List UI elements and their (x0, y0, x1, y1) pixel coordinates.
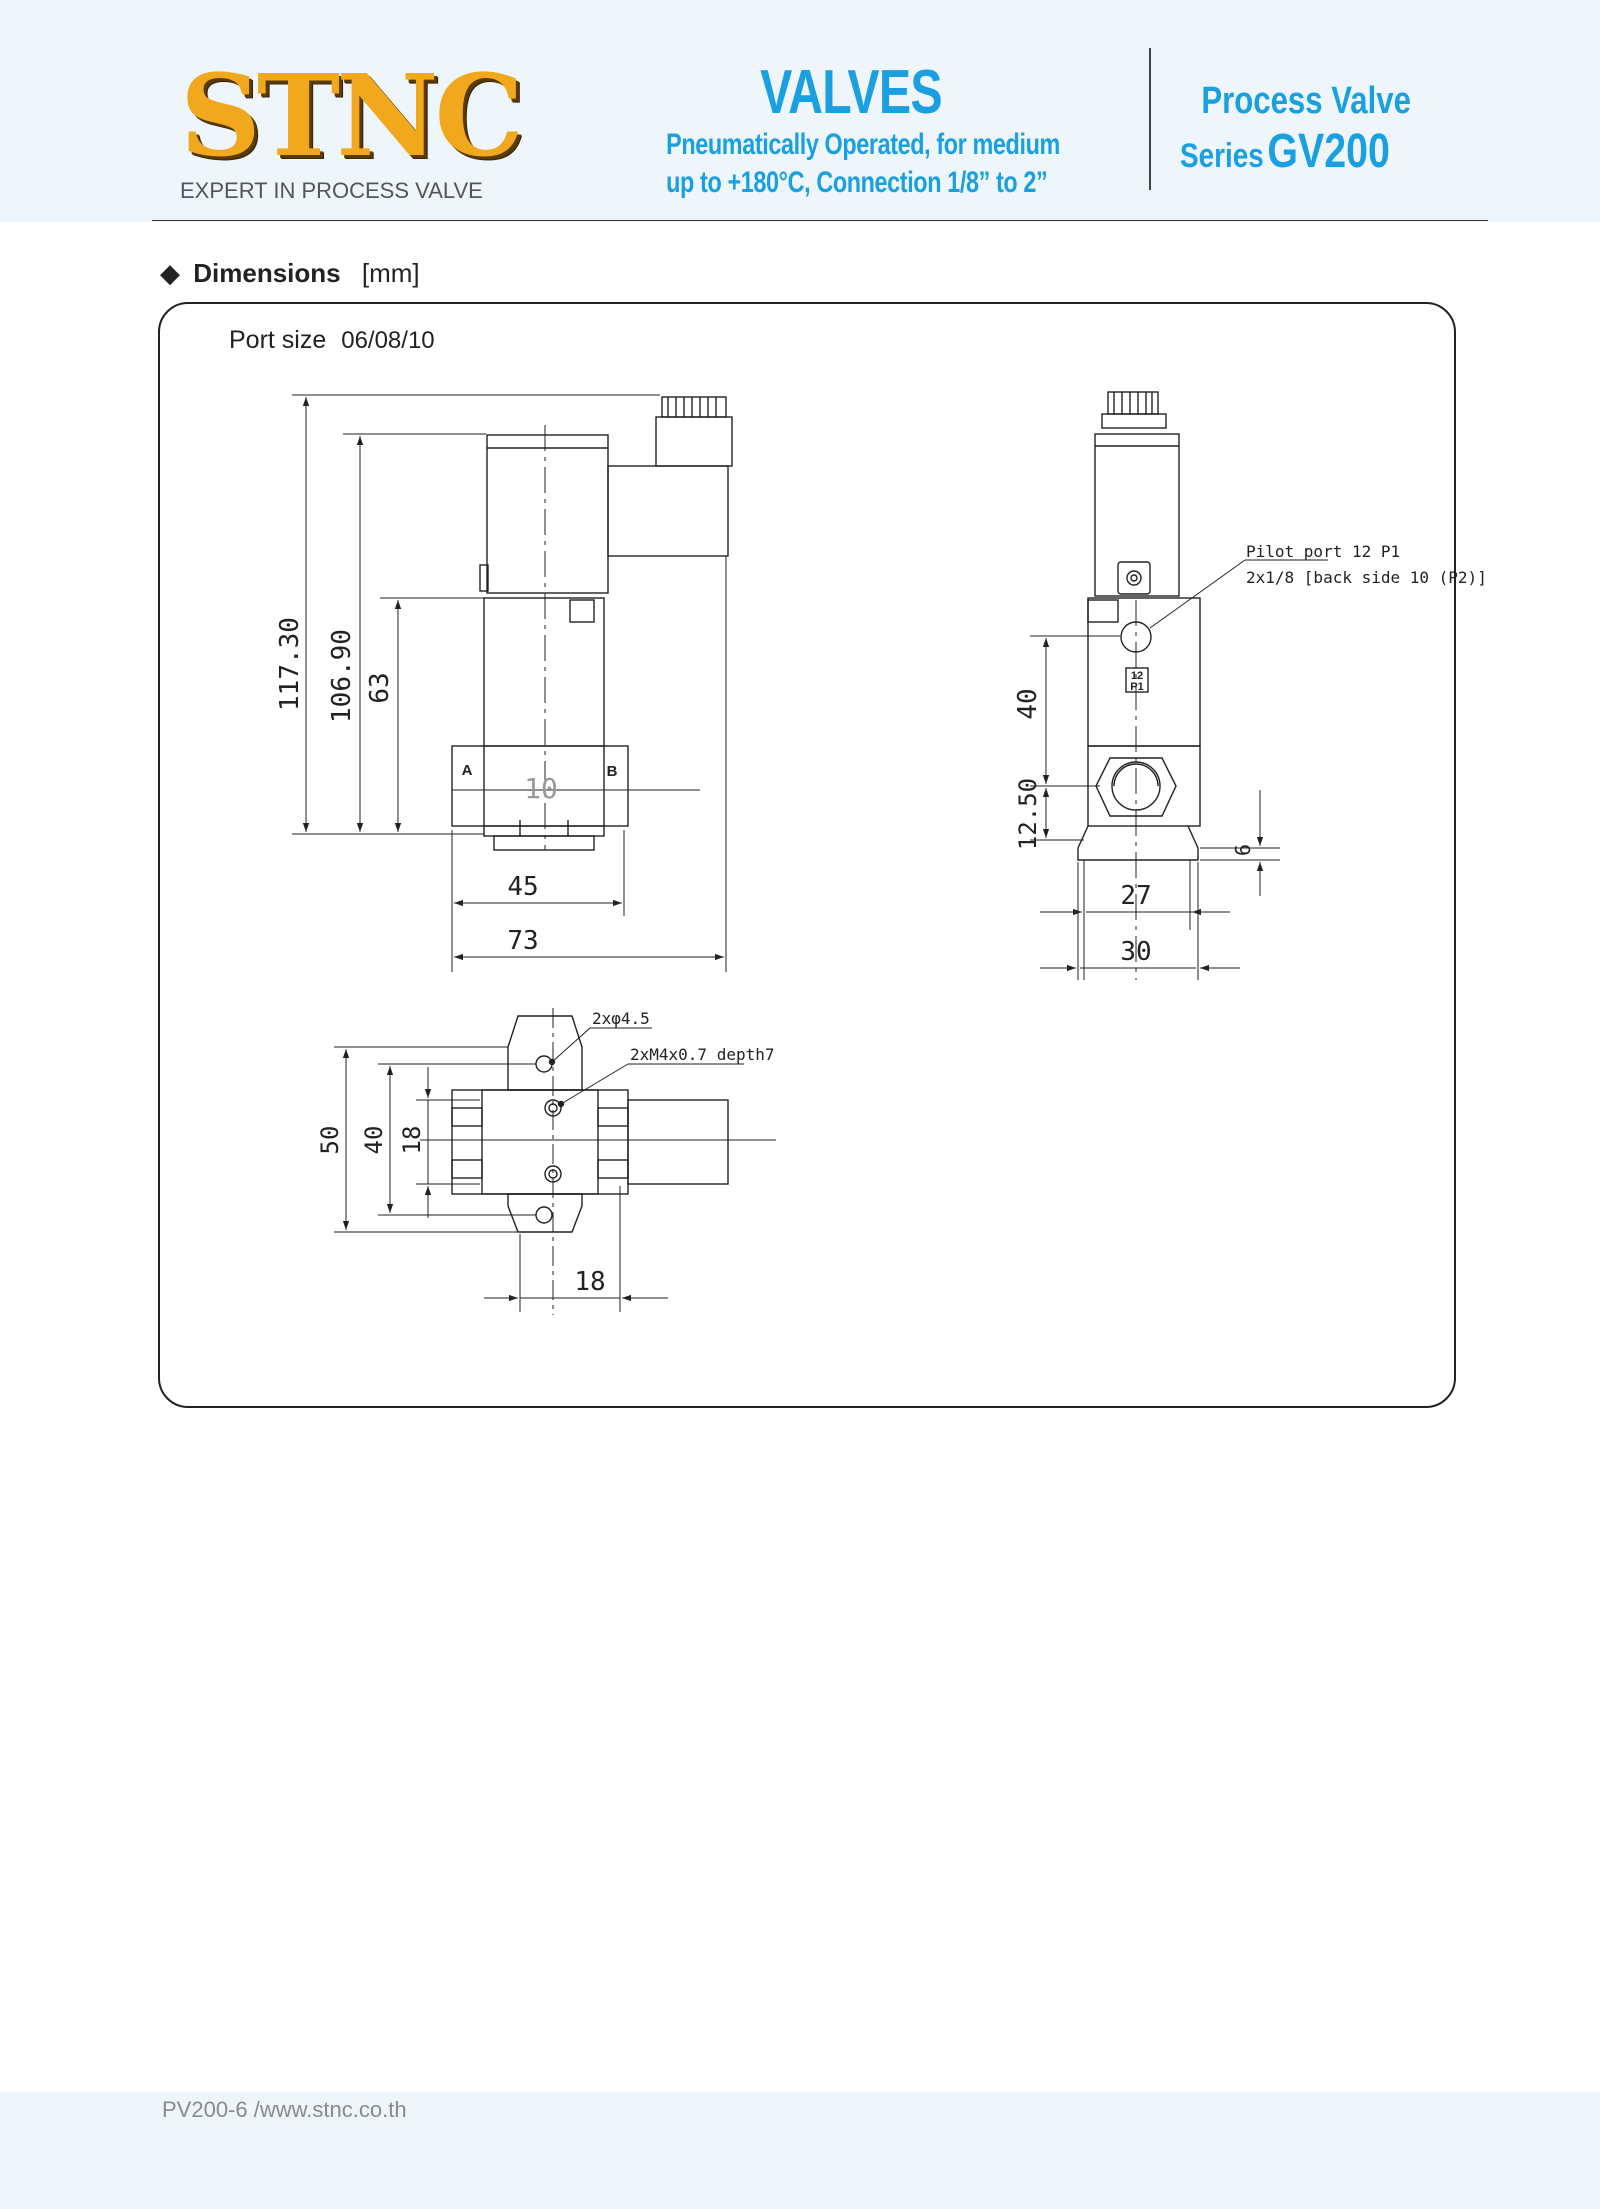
side-view (1030, 392, 1328, 980)
front-view-labels (275, 617, 618, 956)
section-title: Dimensions (193, 258, 341, 288)
port-label-bottom: P1 (1130, 681, 1144, 693)
port-size-label: Port size (229, 326, 327, 354)
port-label-top: 12 (1130, 670, 1144, 682)
side-body (1088, 598, 1200, 746)
thread-note: 2xM4x0.7 depth7 (630, 1045, 775, 1064)
dim-height-total: 117.30 (275, 617, 305, 711)
dim-width-inner: 27 (1120, 881, 1152, 911)
dim-foot: 6 (1231, 843, 1255, 857)
port-a-label: A (461, 762, 473, 779)
dim-height-upper: 40 (1013, 688, 1043, 720)
series-label: Series (1180, 137, 1264, 175)
port-b-label: B (606, 763, 618, 780)
dim-height-coil: 106.90 (327, 629, 357, 723)
subtitle-line-2: up to +180°C, Connection 1/8” to 2” (666, 166, 1048, 199)
coil (487, 435, 608, 593)
dim-bottom: 18 (574, 1267, 606, 1297)
port-size-value: 06/08/10 (341, 327, 435, 354)
logo-tagline: EXPERT IN PROCESS VALVE (180, 178, 483, 203)
subtitle-line-1: Pneumatically Operated, for medium (666, 128, 1060, 161)
category-label: Process Valve (1201, 80, 1411, 122)
page-title: VALVES (760, 58, 942, 127)
pilot-note-line-2: 2x1/8 [back side 10 (P2)] (1246, 568, 1487, 587)
diamond-bullet-icon: ◆ (160, 258, 180, 288)
dim-width-body: 45 (507, 872, 539, 902)
dim-width-outer: 30 (1120, 937, 1152, 967)
port-center-label: 10 (524, 772, 558, 805)
footer-text: PV200-6 /www.stnc.co.th (162, 2097, 407, 2122)
dim-outer: 50 (316, 1125, 344, 1155)
pilot-note-line-1: Pilot port 12 P1 (1246, 542, 1401, 561)
dim-height-body: 63 (365, 672, 395, 704)
valve-body (484, 598, 604, 746)
logo-text: STNC (180, 51, 520, 182)
mount-hole-bottom (536, 1207, 552, 1223)
hole-note: 2xφ4.5 (592, 1009, 650, 1028)
side-connector-top (1108, 392, 1158, 414)
mounting-flange (508, 1016, 582, 1232)
bottom-coil (628, 1100, 728, 1184)
dim-height-lower: 12.50 (1014, 777, 1042, 851)
section-units: [mm] (361, 258, 420, 288)
dim-width-total: 73 (507, 926, 539, 956)
dim-mid: 40 (360, 1125, 388, 1155)
bottom-view-labels (316, 1009, 775, 1297)
series-model: GV200 (1267, 125, 1390, 178)
connector-housing (608, 466, 728, 556)
dim-inner: 18 (398, 1125, 426, 1155)
